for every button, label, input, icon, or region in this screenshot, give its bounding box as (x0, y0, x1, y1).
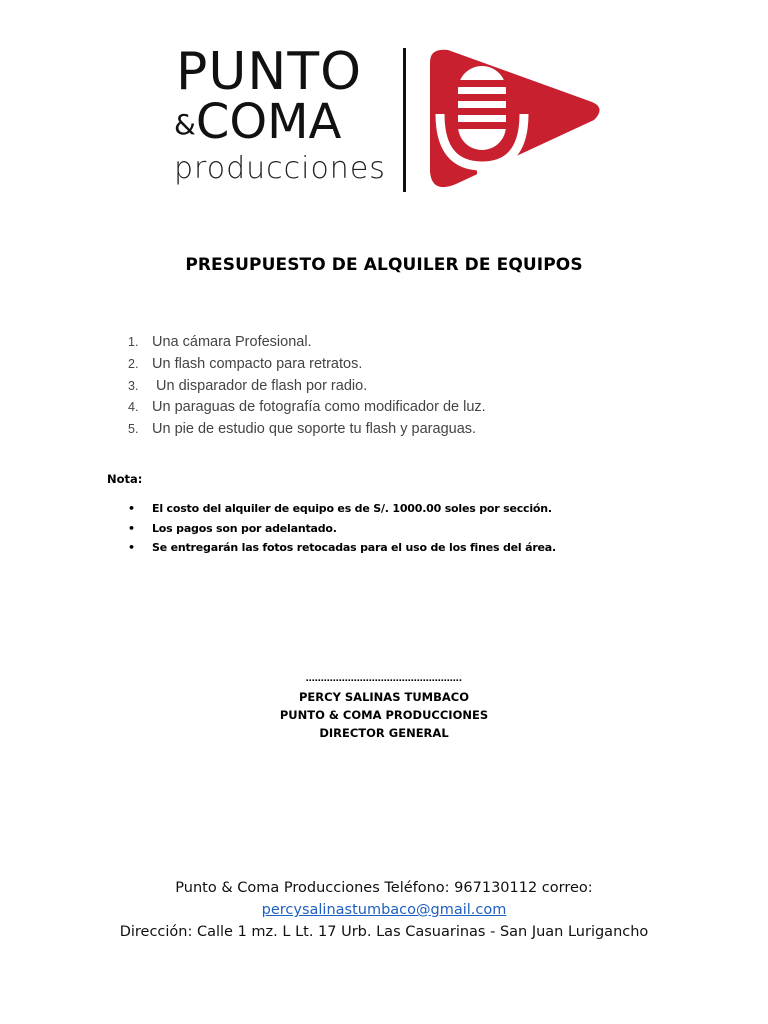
signature-line: ……………………………………………. (305, 674, 463, 684)
footer-address-line: Dirección: Calle 1 mz. L Lt. 17 Urb. Las Casuarinas - San Juan Lurigancho (119, 924, 649, 940)
signature-block (0, 670, 768, 742)
list-number: 5. (128, 422, 139, 437)
equipment-text: Un paraguas de fotografía como modificador de luz. (152, 399, 486, 416)
microphone-play-icon (410, 44, 610, 196)
list-item (128, 419, 486, 441)
list-number: 2. (128, 356, 139, 371)
equipment-text: Una cámara Profesional. (152, 334, 312, 350)
signer-role: DIRECTOR GENERAL (319, 726, 449, 740)
list-item (128, 354, 486, 376)
note-text: Los pagos son por adelantado. (152, 521, 337, 535)
logo-ampersand: & (174, 108, 196, 141)
note-text: Se entregarán las fotos retocadas para el uso de los fines del área. (152, 541, 557, 554)
bullet-icon: • (128, 541, 135, 554)
signer-company: PUNTO & COMA PRODUCCIONES (279, 708, 489, 722)
notes-list (128, 499, 556, 558)
footer-email-row (0, 899, 768, 921)
company-logo (170, 44, 610, 196)
document-title: PRESUPUESTO DE ALQUILER DE EQUIPOS (185, 255, 583, 275)
list-item (128, 538, 556, 558)
equipment-text: Un pie de estudio que soporte tu flash y paraguas. (152, 421, 477, 438)
note-text: El costo del alquiler de equipo es de S/. 1000.00 soles por sección. (152, 502, 552, 515)
list-item (128, 332, 486, 354)
email-link[interactable]: percysalinastumbaco@gmail.com (261, 902, 507, 918)
footer (0, 877, 768, 943)
equipment-text: Un flash compacto para retratos. (152, 355, 363, 372)
logo-divider (403, 48, 406, 192)
logo-word-producciones: producciones (174, 151, 386, 186)
list-number: 3. (128, 378, 139, 393)
signer-name: PERCY SALINAS TUMBACO (298, 690, 470, 704)
logo-word-coma (174, 94, 342, 150)
logo-word-punto: PUNTO (176, 42, 363, 102)
logo-word-coma-text: COMA (195, 94, 342, 150)
list-item (128, 376, 486, 398)
footer-contact-line: Punto & Coma Producciones Teléfono: 967130112 correo: (175, 880, 593, 896)
list-item (128, 499, 556, 519)
bullet-icon: • (128, 502, 135, 515)
list-item (128, 519, 556, 539)
equipment-text: Un disparador de flash por radio. (152, 377, 368, 394)
nota-label: Nota: (107, 472, 143, 486)
equipment-list (128, 332, 486, 441)
list-number: 4. (128, 400, 139, 415)
list-number: 1. (128, 335, 139, 349)
bullet-icon: • (128, 521, 135, 535)
list-item (128, 397, 486, 419)
